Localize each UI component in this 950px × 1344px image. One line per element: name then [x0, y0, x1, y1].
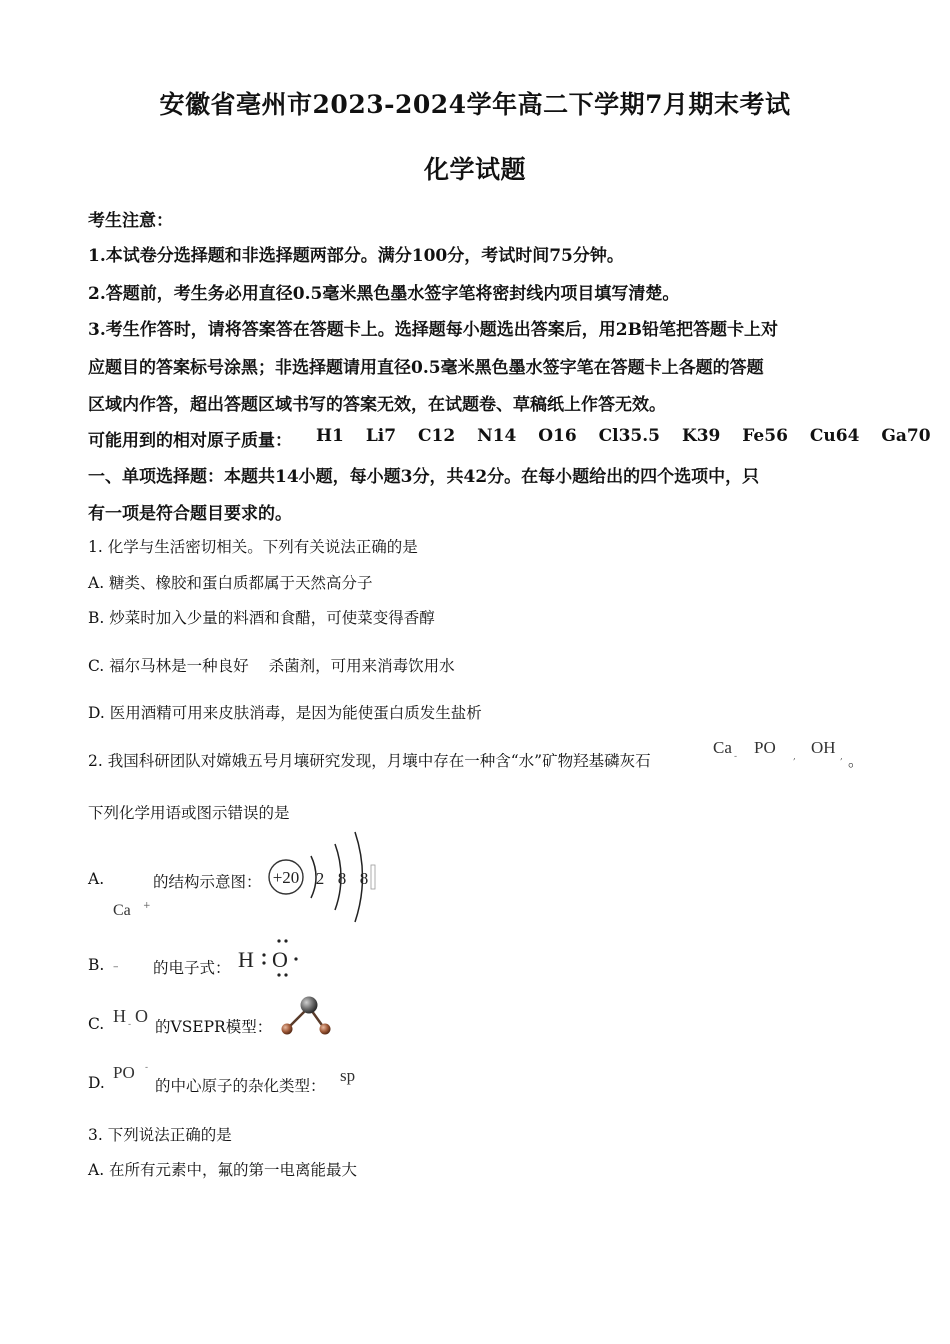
q1-option-c-part-2: 杀菌剂，可用来消毒饮用水 — [268, 657, 455, 675]
q2-option-d-label: D. — [88, 1074, 105, 1092]
notice-item-3-line-2: 应题目的答案标号涂黑；非选择题请用直径0.5毫米黑色墨水签字笔在答题卡上各题的答题 — [88, 358, 764, 378]
nucleus-charge: +20 — [272, 868, 300, 887]
section-1-heading-line-1: 一、单项选择题：本题共14小题，每小题3分，共42分。在每小题给出的四个选项中，只 — [88, 467, 760, 487]
vsepr-model-icon — [278, 993, 336, 1039]
atomic-mass-ga: Ga70 — [881, 426, 931, 446]
q2-stem: 2. 我国科研团队对嫦娥五号月壤研究发现，月壤中存在一种含“水”矿物羟基磷灰石 — [88, 752, 651, 770]
atomic-mass-c: C12 — [417, 426, 456, 446]
q2-option-c-text: 的VSEPR模型： — [155, 1018, 273, 1036]
section-1-heading-line-2: 有一项是符合题目要求的。 — [88, 504, 292, 524]
shell-electrons-1: 2 — [315, 869, 325, 888]
q2-formula-oh: OH — [811, 738, 836, 757]
q2-option-a-text: 的结构示意图： — [153, 873, 262, 891]
q2-option-d-species: PO — [113, 1063, 135, 1082]
atomic-mass-cu: Cu64 — [809, 426, 860, 446]
page-subtitle: 化学试题 — [423, 155, 526, 184]
atomic-mass-list — [316, 426, 931, 446]
notice-item-1: 1.本试卷分选择题和非选择题两部分。满分100分，考试时间75分钟。 — [88, 246, 624, 266]
q2-option-c-species-o: O — [135, 1006, 148, 1026]
q2-option-c-species-h: H — [113, 1006, 126, 1026]
q2-formula-po-sub: , — [793, 752, 796, 762]
atomic-mass-n: N14 — [477, 426, 517, 446]
q2-option-c-label: C. — [88, 1015, 105, 1033]
shell-electrons-2: 8 — [337, 869, 347, 888]
atomic-mass-label: 可能用到的相对原子质量： — [88, 431, 292, 451]
q1-stem: 1. 化学与生活密切相关。下列有关说法正确的是 — [88, 538, 418, 556]
q2-stem-2: 下列化学用语或图示错误的是 — [88, 804, 290, 822]
notice-item-3-line-1: 3.考生作答时，请将答案答在答题卡上。选择题每小题选出答案后，用2B铅笔把答题卡上对 — [88, 320, 778, 340]
atomic-mass-h: H1 — [316, 426, 344, 446]
q1-option-b: B. 炒菜时加入少量的料酒和食醋，可使菜变得香醇 — [88, 609, 435, 627]
q1-option-c-part-1: C. 福尔马林是一种良好 — [88, 657, 249, 675]
q2-option-d-text: 的中心原子的杂化类型： — [155, 1077, 326, 1095]
atomic-mass-li: Li7 — [365, 426, 397, 446]
q3-option-a: A. 在所有元素中，氟的第一电离能最大 — [88, 1161, 358, 1179]
page-title: 安徽省亳州市2023-2024学年高二下学期7月期末考试 — [159, 90, 791, 119]
atomic-mass-cl: Cl35.5 — [598, 426, 661, 446]
atomic-mass-o: O16 — [538, 426, 577, 446]
q2-option-b-text: 的电子式： — [153, 959, 231, 977]
q2-option-b-species: – — [113, 960, 119, 973]
notice-item-3-line-3: 区域内作答，超出答题区域书写的答案无效，在试题卷、草稿纸上作答无效。 — [88, 395, 666, 415]
q2-option-a-label: A. — [88, 870, 105, 888]
electron-formula-o: O — [272, 947, 288, 972]
q2-option-c-species-sub: - — [128, 1020, 132, 1030]
q2-option-d-species-sub: - — [145, 1063, 149, 1073]
q1-option-c — [88, 654, 455, 676]
q2-option-b-label: B. — [88, 956, 105, 974]
q1-option-a: A. 糖类、橡胶和蛋白质都属于天然高分子 — [88, 574, 373, 592]
atomic-structure-diagram — [266, 828, 376, 924]
shell-electrons-3: 8 — [359, 869, 369, 888]
notice-item-2: 2.答题前，考生务必用直径0.5毫米黑色墨水签字笔将密封线内项目填写清楚。 — [88, 284, 680, 304]
q2-stem-end: 。 — [848, 752, 864, 770]
notice-heading: 考生注意： — [88, 211, 173, 231]
electron-formula-h: H — [238, 947, 254, 972]
q3-stem: 3. 下列说法正确的是 — [88, 1126, 232, 1144]
q2-formula-ca: Ca — [713, 738, 732, 757]
electron-formula — [236, 938, 306, 980]
q1-option-d: D. 医用酒精可用来皮肤消毒，是因为能使蛋白质发生盐析 — [88, 704, 482, 722]
q2-formula-oh-sub: , — [840, 752, 843, 762]
q2-option-d-answer: sp — [340, 1066, 356, 1085]
q2-formula-ca-sub: - — [734, 752, 738, 762]
atomic-mass-fe: Fe56 — [742, 426, 788, 446]
q2-formula-po: PO — [754, 738, 776, 757]
q2-option-a-charge: + — [143, 901, 151, 911]
q2-option-a-species: Ca — [113, 902, 131, 919]
atomic-mass-k: K39 — [681, 426, 721, 446]
